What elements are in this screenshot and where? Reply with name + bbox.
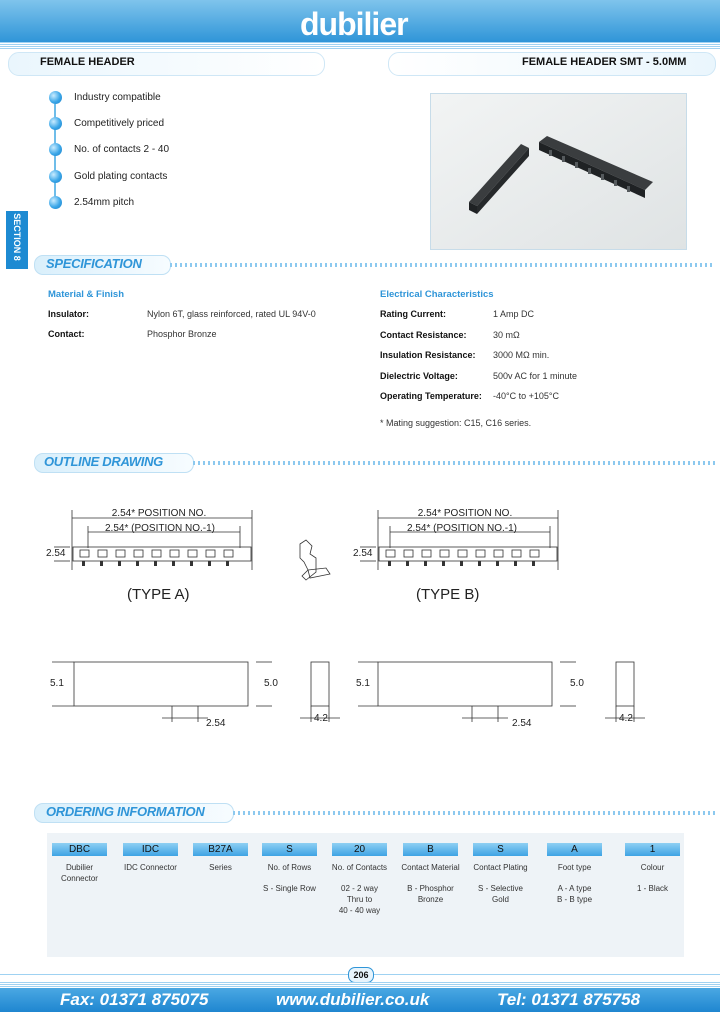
dim-position-a: 2.54* POSITION NO. <box>111 508 207 519</box>
top-stripes <box>0 42 720 50</box>
code-box: 1 <box>625 843 680 856</box>
feature-item: 2.54mm pitch <box>74 197 135 208</box>
dim-width-42-b: 4.2 <box>619 713 633 724</box>
feature-item: Competitively priced <box>74 118 165 129</box>
code-description: No. of Contacts 02 - 2 way Thru to 40 - 40 way <box>331 863 388 915</box>
code-description: Contact Material B - Phosphor Bronze <box>401 863 460 904</box>
operating-temperature-value: -40°C to +105°C <box>493 391 559 401</box>
operating-temperature-label: Operating Temperature: <box>380 391 482 401</box>
code-box: DBC <box>52 843 107 856</box>
code-description: Series <box>209 863 232 872</box>
code-box: S <box>473 843 528 856</box>
insulator-label: Insulator: <box>48 309 90 319</box>
code-box: 20 <box>332 843 387 856</box>
left-header-title: FEMALE HEADER <box>40 56 135 68</box>
product-photo <box>430 93 687 250</box>
feature-item: Gold plating contacts <box>74 171 168 182</box>
contact-resistance-label: Contact Resistance: <box>380 330 467 340</box>
dubilier-logo: dubilier <box>300 6 408 42</box>
contact-resistance-value: 30 mΩ <box>493 330 520 340</box>
code-description: Contact Plating S - Selective Gold <box>473 863 528 904</box>
dim-height-50-b: 5.0 <box>570 678 584 689</box>
dim-pitch-side-b: 2.54 <box>512 718 532 729</box>
code-description: IDC Connector <box>124 863 177 872</box>
code-box: B27A <box>193 843 248 856</box>
dim-height-50-a: 5.0 <box>264 678 278 689</box>
outline-drawing <box>40 500 690 730</box>
code-description: Foot type A - A type B - B type <box>556 863 593 904</box>
outline-title: OUTLINE DRAWING <box>44 454 163 469</box>
dim-height-51-a: 5.1 <box>50 678 64 689</box>
bullet-icon <box>49 143 62 156</box>
bullet-icon <box>49 91 62 104</box>
type-a-label: (TYPE A) <box>127 586 190 603</box>
bullet-icon <box>49 170 62 183</box>
dim-height-51-b: 5.1 <box>356 678 370 689</box>
rating-current-value: 1 Amp DC <box>493 309 535 319</box>
material-heading: Material & Finish <box>48 289 125 300</box>
ordering-title: ORDERING INFORMATION <box>46 804 205 819</box>
contact-value: Phosphor Bronze <box>147 329 217 339</box>
code-description: Dubilier Connector <box>61 863 98 883</box>
contact-label: Contact: <box>48 329 85 339</box>
insulation-resistance-value: 3000 MΩ min. <box>493 350 550 360</box>
footer-fax: Fax: 01371 875075 <box>60 990 209 1009</box>
ordering-divider <box>233 811 715 815</box>
insulator-value: Nylon 6T, glass reinforced, rated UL 94V-0 <box>147 309 316 319</box>
footer-website[interactable]: www.dubilier.co.uk <box>276 990 430 1009</box>
page-number: 206 <box>348 967 374 983</box>
dim-position-minus-b: 2.54* (POSITION NO.-1) <box>406 523 518 534</box>
bullet-icon <box>49 117 62 130</box>
mating-note: * Mating suggestion: C15, C16 series. <box>380 418 532 428</box>
dielectric-voltage-label: Dielectric Voltage: <box>380 371 458 381</box>
rating-current-label: Rating Current: <box>380 309 446 319</box>
insulation-resistance-label: Insulation Resistance: <box>380 350 476 360</box>
dielectric-voltage-value: 500v AC for 1 minute <box>493 371 578 381</box>
code-description: Colour 1 - Black <box>636 863 669 893</box>
code-box: B <box>403 843 458 856</box>
section-tab-label: SECTION 8 <box>12 213 22 261</box>
type-b-label: (TYPE B) <box>416 586 480 603</box>
right-header-title: FEMALE HEADER SMT - 5.0MM <box>522 56 687 68</box>
electrical-heading: Electrical Characteristics <box>380 289 494 300</box>
outline-divider <box>193 461 715 465</box>
code-description: No. of Rows S - Single Row <box>263 863 316 893</box>
specification-title: SPECIFICATION <box>46 256 142 271</box>
dim-position-b: 2.54* POSITION NO. <box>417 508 513 519</box>
footer-telephone: Tel: 01371 875758 <box>497 990 641 1009</box>
dim-width-42-a: 4.2 <box>314 713 328 724</box>
dim-pitch-side-a: 2.54 <box>206 718 226 729</box>
feature-item: Industry compatible <box>74 92 161 103</box>
dim-pitch-a: 2.54 <box>46 548 66 559</box>
dim-position-minus-a: 2.54* (POSITION NO.-1) <box>104 523 216 534</box>
code-box: S <box>262 843 317 856</box>
code-box: IDC <box>123 843 178 856</box>
dim-pitch-b: 2.54 <box>353 548 373 559</box>
feature-item: No. of contacts 2 - 40 <box>74 144 170 155</box>
bullet-icon <box>49 196 62 209</box>
code-box: A <box>547 843 602 856</box>
specification-divider <box>170 263 715 267</box>
